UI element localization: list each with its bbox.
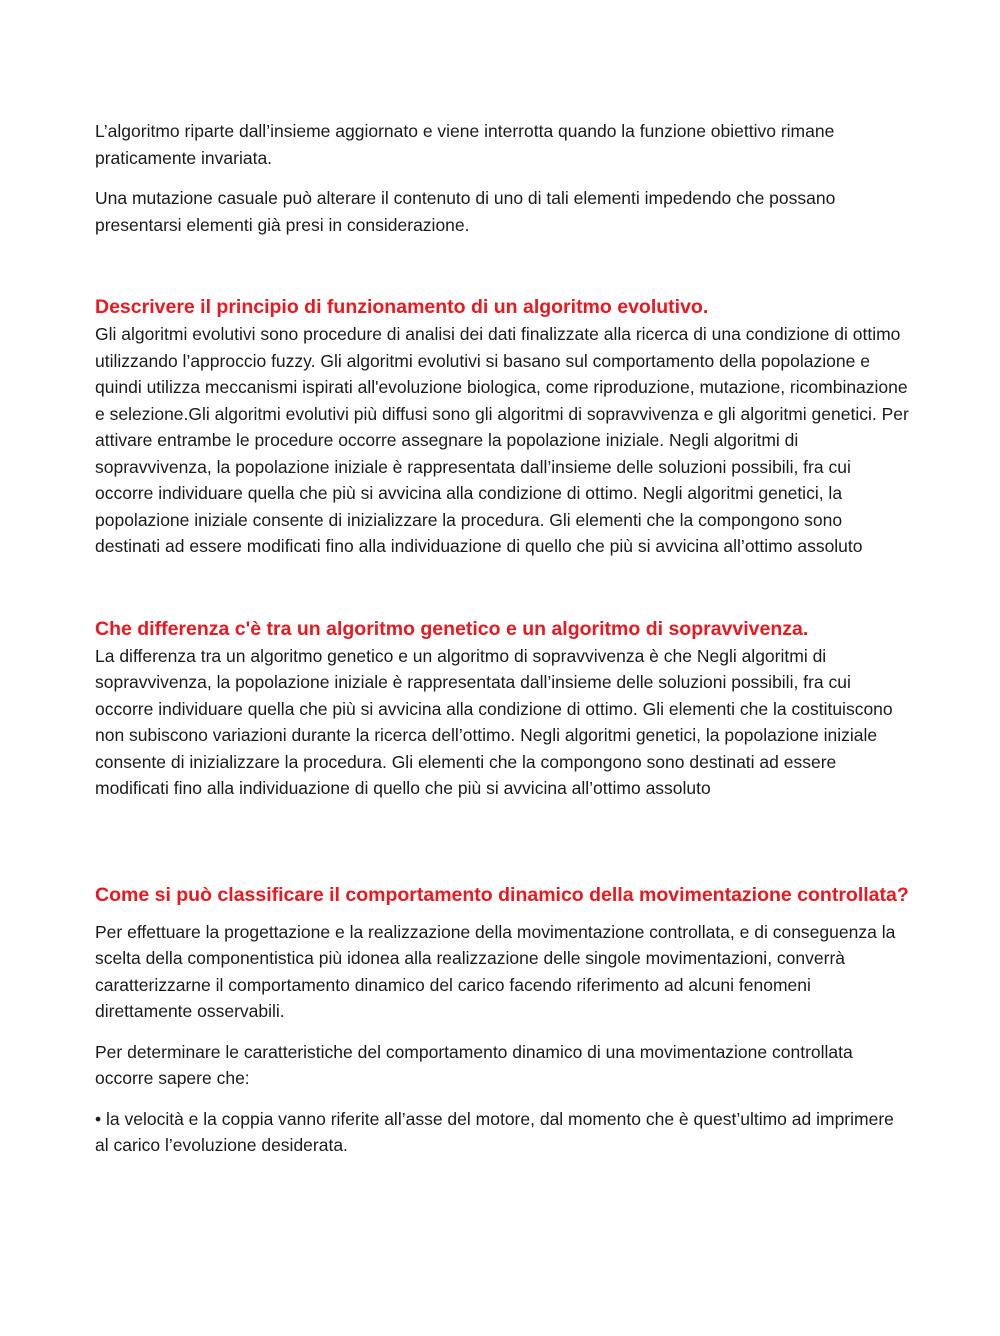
spacer xyxy=(95,1092,910,1106)
spacer xyxy=(95,560,910,616)
section-1-heading: Descrivere il principio di funzionamento di un algoritmo evolutivo. xyxy=(95,296,709,318)
section-3-heading: Come si può classificare il comportamento dinamico della movimentazione controllata? xyxy=(95,883,909,906)
intro-paragraph-2: Una mutazione casuale può alterare il contenuto di uno di tali elementi impedendo che possano presentarsi elementi già presi in considerazione. xyxy=(95,188,836,235)
spacer xyxy=(95,1025,910,1039)
section-3-paragraph-2: Per determinare le caratteristiche del comportamento dinamico di una movimentazione controllata occorre sapere che: xyxy=(95,1041,853,1088)
spacer xyxy=(95,238,910,294)
section-2-body: La differenza tra un algoritmo genetico e un algoritmo di sopravvivenza è che Negli algoritmi di sopravvivenza, la popolazione iniziale è rappresentata dall’insieme delle soluzioni possibili, fra cui occorre individuare quella che più si avvicina alla condizione di ottimo. Gli elementi che la costituiscono non subiscono variazioni durante la ricerca dell’ottimo. Negli algoritmi genetici, la popolazione iniziale consente di inizializzare la procedura. Gli elementi che la compongono sono destinati ad essere modificati fino alla individuazione di quello che più si avvicina all’ottimo assoluto xyxy=(95,645,893,798)
section-3-bullet-1: • la velocità e la coppia vanno riferite all’asse del motore, dal momento che è quest’ultimo ad imprimere al carico l’evoluzione desiderata. xyxy=(95,1108,894,1155)
section-3-paragraph-1: Per effettuare la progettazione e la realizzazione della movimentazione controllata, e di conseguenza la scelta della componentistica più idonea alla realizzazione delle singole movimentazioni, converrà caratterizzarne il comportamento dinamico del carico facendo riferimento ad alcuni fenomeni direttamente osservabili. xyxy=(95,921,896,1021)
spacer xyxy=(95,909,910,919)
spacer xyxy=(95,171,910,185)
section-2-heading: Che differenza c'è tra un algoritmo genetico e un algoritmo di sopravvivenza. xyxy=(95,617,809,640)
spacer xyxy=(95,802,910,882)
intro-paragraph-1: L’algoritmo riparte dall’insieme aggiornato e viene interrotta quando la funzione obiettivo rimane praticamente invariata. xyxy=(95,121,835,168)
document-page xyxy=(95,118,910,1159)
section-1-body: Gli algoritmi evolutivi sono procedure di analisi dei dati finalizzate alla ricerca di una condizione di ottimo utilizzando l’approccio fuzzy. Gli algoritmi evolutivi si basano sul comportamento della popolazione e quindi utilizza meccanismi ispirati all'evoluzione biologica, come riproduzione, mutazione, ricombinazione e selezione.Gli algoritmi evolutivi più diffusi sono gli algoritmi di sopravvivenza e gli algoritmi genetici. Per attivare entrambe le procedure occorre assegnare la popolazione iniziale. Negli algoritmi di sopravvivenza, la popolazione iniziale è rappresentata dall’insieme delle soluzioni possibili, fra cui occorre individuare quella che più si avvicina alla condizione di ottimo. Negli algoritmi genetici, la popolazione iniziale consente di inizializzare la procedura. Gli elementi che la compongono sono destinati ad essere modificati fino alla individuazione di quello che più si avvicina all’ottimo assoluto xyxy=(95,324,909,556)
